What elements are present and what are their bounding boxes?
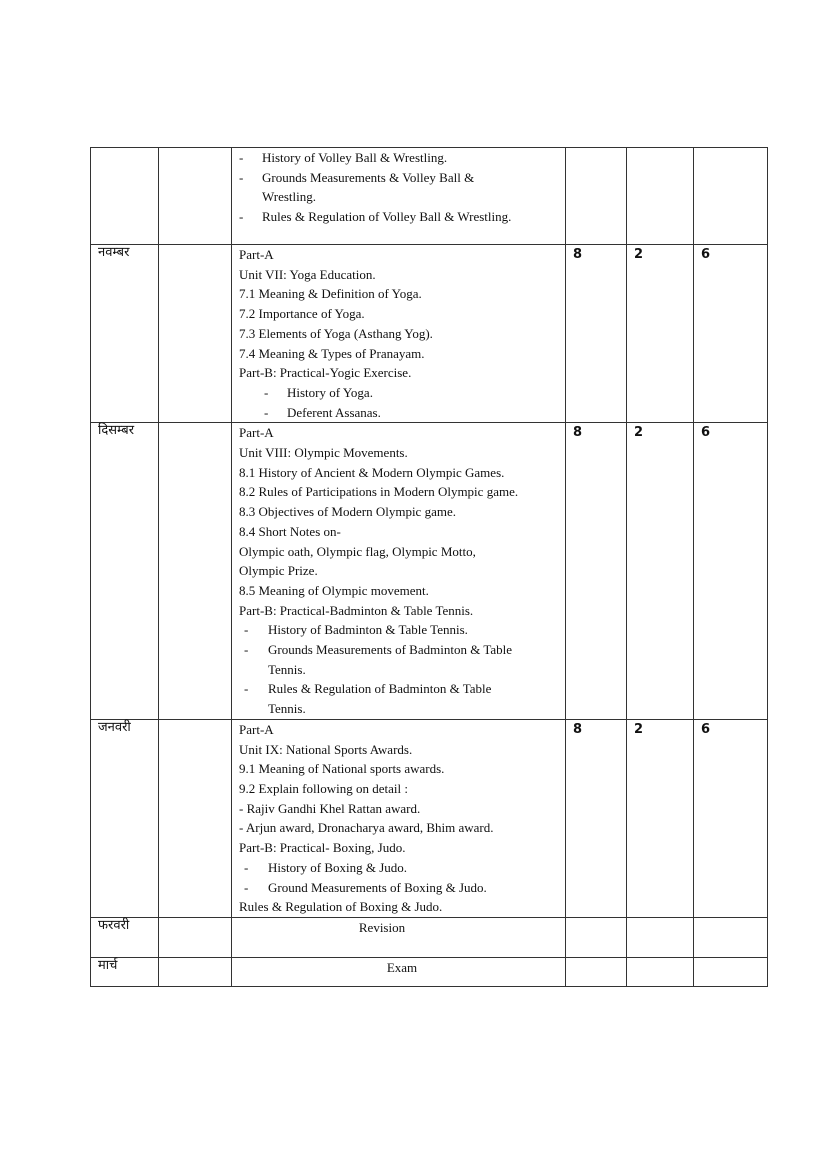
content-cell: - History of Volley Ball & Wrestling. - Grounds Measurements & Volley Ball & Wrestling. - Rules & Regulation of Volley Ball & Wrestling.	[232, 148, 566, 245]
list-item: History of Volley Ball & Wrestling.	[262, 150, 448, 165]
value-cell: 6	[694, 423, 768, 720]
table-row	[91, 957, 768, 986]
value-cell: 8	[566, 423, 627, 720]
value-cell: 6	[694, 245, 768, 423]
value-cell: 8	[566, 245, 627, 423]
text-line: Part-A	[239, 425, 274, 441]
list-item: Deferent Assanas.	[287, 404, 381, 420]
text-line: - Rajiv Gandhi Khel Rattan award.	[239, 800, 421, 816]
text-line: Rules & Regulation of Boxing & Judo.	[239, 899, 443, 915]
text-line: Olympic Prize.	[239, 563, 318, 579]
text-line: 7.3 Elements of Yoga (Asthang Yog).	[239, 325, 433, 341]
text-line: 7.2 Importance of Yoga.	[239, 306, 365, 322]
text-line: Unit IX: National Sports Awards.	[239, 741, 413, 757]
list-item: Rules & Regulation of Badminton & Table	[268, 681, 492, 697]
text-line: Exam	[386, 959, 418, 975]
value-cell: 2	[627, 245, 694, 423]
value-cell	[566, 957, 627, 986]
value-cell	[627, 957, 694, 986]
list-item: Wrestling.	[262, 189, 316, 205]
text-line: Part-B: Practical- Boxing, Judo.	[239, 840, 406, 856]
list-item: Rules & Regulation of Volley Ball & Wrestling.	[262, 209, 512, 225]
empty-cell	[159, 148, 232, 245]
value-cell	[694, 148, 768, 245]
value-cell	[566, 917, 627, 957]
content-cell	[232, 917, 566, 957]
month-cell: नवम्बर	[91, 245, 159, 423]
table-row	[91, 719, 768, 917]
text-line: Part-A	[239, 721, 274, 737]
list-item: Tennis.	[268, 661, 306, 677]
empty-cell	[159, 423, 232, 720]
content-cell	[232, 957, 566, 986]
text-line: 7.4 Meaning & Types of Pranayam.	[239, 345, 425, 361]
empty-cell	[159, 957, 232, 986]
text-line: Unit VII: Yoga Education.	[239, 266, 376, 282]
list-item: History of Boxing & Judo.	[268, 859, 408, 875]
month-cell: दिसम्बर	[91, 423, 159, 720]
content-cell: Part-A Unit VII: Yoga Education. 7.1 Meaning & Definition of Yoga. 7.2 Importance of Yoga. 7.3 Elements of Yoga (Asthang Yog). 7.4 Meaning & Types of Pranayam. Part-B: Practical-Yogic Exercise. - History of Yoga. - Deferent Assanas.	[232, 245, 566, 423]
syllabus-table	[90, 147, 768, 987]
empty-cell	[159, 245, 232, 423]
content-cell: Part-A Unit VIII: Olympic Movements. 8.1 History of Ancient & Modern Olympic Games. 8.2 Rules of Participations in Modern Olympic game. 8.3 Objectives of Modern Olympic game. 8.4 Short Notes on- Olympic oath, Olympic flag, Olympic Motto, Olympic Prize. 8.5 Meaning of Olympic movement. Part-B: Practical-Badminton & Table Tennis. - History of Badminton & Table Tennis. - Grounds Measurements of Badminton & Table Tennis. - Rules & Regulation of Badminton & Table Tennis.	[232, 423, 566, 720]
value-cell	[694, 957, 768, 986]
month-cell: जनवरी	[91, 719, 159, 917]
text-line: - Arjun award, Dronacharya award, Bhim award.	[239, 820, 494, 836]
text-line: 8.1 History of Ancient & Modern Olympic Games.	[239, 464, 505, 480]
value-cell: 2	[627, 423, 694, 720]
table-row	[91, 148, 768, 245]
value-cell	[566, 148, 627, 245]
list-item: History of Badminton & Table Tennis.	[268, 622, 468, 638]
text-line: Revision	[358, 919, 406, 935]
text-line: Part-B: Practical-Badminton & Table Tennis.	[239, 602, 474, 618]
value-cell: 2	[627, 719, 694, 917]
value-cell: 8	[566, 719, 627, 917]
list-item: Grounds Measurements & Volley Ball &	[262, 169, 475, 185]
value-cell: 6	[694, 719, 768, 917]
text-line: 9.2 Explain following on detail :	[239, 780, 408, 796]
text-line: 7.1 Meaning & Definition of Yoga.	[239, 286, 422, 302]
table-row	[91, 423, 768, 720]
table-row	[91, 245, 768, 423]
text-line: 8.5 Meaning of Olympic movement.	[239, 582, 429, 598]
content-cell: Part-A Unit IX: National Sports Awards. 9.1 Meaning of National sports awards. 9.2 Explain following on detail : - Rajiv Gandhi Khel Rattan award. - Arjun award, Dronacharya award, Bhim award. Part-B: Practical- Boxing, Judo. - History of Boxing & Judo. - Ground Measurements of Boxing & Judo. Rules & Regulation of Boxing & Judo.	[232, 719, 566, 917]
text-line: Unit VIII: Olympic Movements.	[239, 445, 408, 461]
month-cell: मार्च	[91, 957, 159, 986]
month-cell: फरवरी	[91, 917, 159, 957]
list-item: Grounds Measurements of Badminton & Table	[268, 642, 513, 658]
month-cell	[91, 148, 159, 245]
text-line: Part-A	[239, 247, 274, 262]
text-line: 9.1 Meaning of National sports awards.	[239, 761, 445, 777]
value-cell	[627, 148, 694, 245]
text-line: 8.2 Rules of Participations in Modern Olympic game.	[239, 484, 519, 500]
text-line: Part-B: Practical-Yogic Exercise.	[239, 365, 412, 381]
text-line: 8.3 Objectives of Modern Olympic game.	[239, 504, 456, 520]
list-item: Ground Measurements of Boxing & Judo.	[268, 879, 487, 895]
value-cell	[694, 917, 768, 957]
table-row	[91, 917, 768, 957]
text-line: 8.4 Short Notes on-	[239, 523, 341, 539]
list-item: Tennis.	[268, 701, 306, 717]
text-line: Olympic oath, Olympic flag, Olympic Motto,	[239, 543, 476, 559]
list-item: History of Yoga.	[287, 384, 373, 400]
value-cell	[627, 917, 694, 957]
empty-cell	[159, 719, 232, 917]
